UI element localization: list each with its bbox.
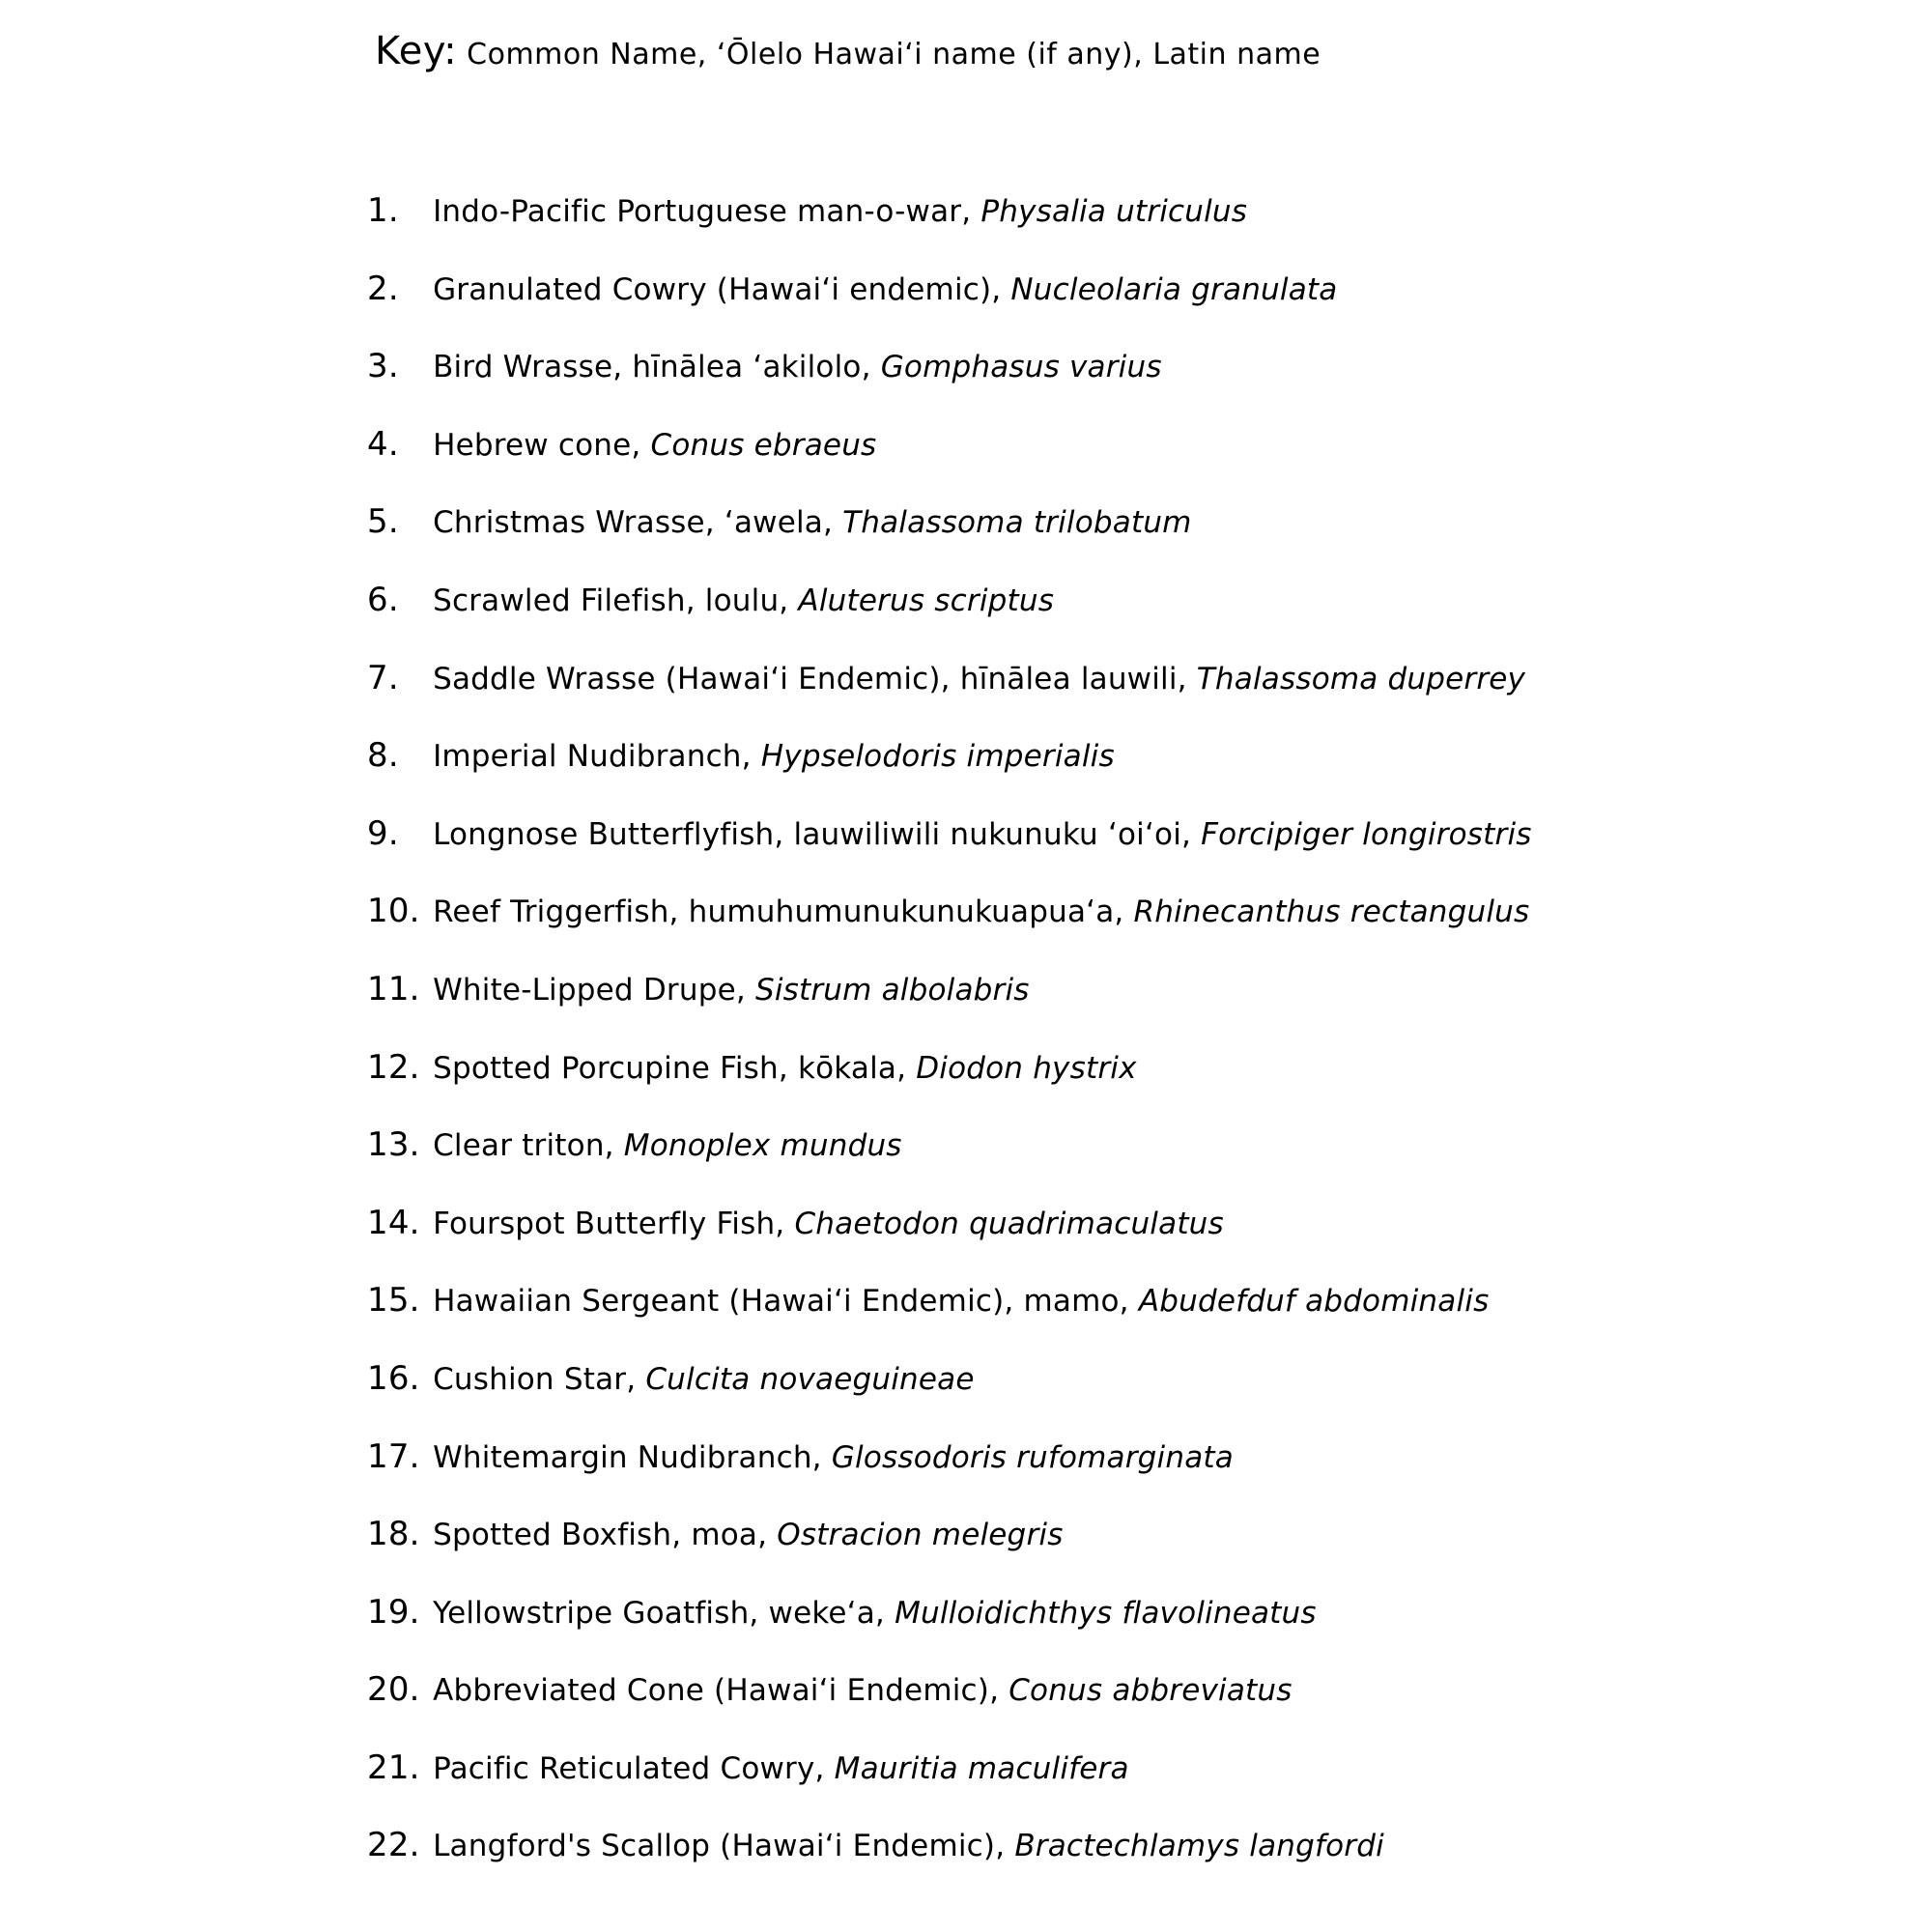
item-latin-name: Gomphasus varius [880,350,1162,385]
key-legend [375,29,1321,73]
item-common-name: Langford's Scallop (Hawaiʻi Endemic), [433,1829,1006,1864]
item-number: 11. [367,969,420,1009]
item-latin-name: Physalia utriculus [980,194,1248,229]
item-latin-name: Thalassoma trilobatum [842,505,1192,541]
item-latin-name: Bractechlamys langfordi [1014,1829,1384,1864]
item-number: 13. [367,1125,420,1165]
item-latin-name: Conus ebraeus [650,427,877,463]
item-common-name: Cushion Star, [433,1361,637,1397]
list-item [367,951,1893,1029]
item-common-name: Abbreviated Cone (Hawaiʻi Endemic), [433,1673,1000,1709]
item-latin-name: Glossodoris rufomarginata [831,1439,1234,1475]
item-latin-name: Diodon hystrix [916,1050,1137,1086]
item-latin-name: Thalassoma duperrey [1196,661,1526,696]
item-common-name: Hebrew cone, [433,427,641,463]
item-common-name: Fourspot Butterfly Fish, [433,1206,785,1241]
list-item [367,561,1893,639]
item-number: 20. [367,1670,420,1710]
item-common-name: Christmas Wrasse, ʻawela, [433,505,834,541]
item-latin-name: Monoplex mundus [623,1128,902,1164]
item-latin-name: Sistrum albolabris [754,972,1030,1008]
item-number: 1. [367,191,399,230]
list-item [367,639,1893,718]
item-common-name: Pacific Reticulated Cowry, [433,1750,825,1786]
list-item [367,1262,1893,1340]
item-number: 22. [367,1826,420,1865]
item-latin-name: Hypselodoris imperialis [760,739,1115,775]
item-number: 19. [367,1592,420,1632]
list-item [367,1574,1893,1652]
list-item [367,1651,1893,1729]
item-number: 2. [367,269,399,308]
item-number: 7. [367,658,399,697]
item-latin-name: Nucleolaria granulata [1010,271,1338,307]
item-latin-name: Chaetodon quadrimaculatus [794,1206,1224,1241]
item-common-name: Yellowstripe Goatfish, wekeʻa, [433,1595,885,1631]
item-number: 6. [367,580,399,619]
item-number: 21. [367,1747,420,1787]
item-common-name: Saddle Wrasse (Hawaiʻi Endemic), hīnālea lauwili, [433,661,1187,696]
list-item [367,1806,1893,1885]
item-number: 17. [367,1436,420,1476]
list-item [367,795,1893,873]
list-item [367,172,1893,250]
item-number: 8. [367,736,399,776]
item-number: 9. [367,813,399,853]
item-common-name: Indo-Pacific Portuguese man-o-war, [433,194,972,229]
item-latin-name: Aluterus scriptus [798,582,1055,618]
item-number: 4. [367,424,399,464]
item-number: 16. [367,1358,420,1398]
item-number: 12. [367,1047,420,1087]
list-item [367,406,1893,484]
item-common-name: Spotted Porcupine Fish, kōkala, [433,1050,907,1086]
item-number: 18. [367,1515,420,1554]
item-common-name: Imperial Nudibranch, [433,739,752,775]
species-list [367,172,1893,1885]
item-latin-name: Mauritia maculifera [834,1750,1129,1786]
item-latin-name: Mulloidichthys flavolineatus [895,1595,1317,1631]
item-latin-name: Abudefduf abdominalis [1138,1284,1490,1320]
key-text: Common Name, ʻŌlelo Hawaiʻi name (if any), Latin name [467,38,1321,71]
item-number: 10. [367,892,420,931]
item-number: 14. [367,1203,420,1242]
list-item [367,717,1893,795]
item-number: 15. [367,1281,420,1321]
item-common-name: Bird Wrasse, hīnālea ʻakilolo, [433,350,871,385]
list-item [367,872,1893,951]
list-item [367,1106,1893,1184]
item-latin-name: Culcita novaeguineae [645,1361,975,1397]
list-item [367,1418,1893,1496]
item-common-name: Scrawled Filefish, loulu, [433,582,789,618]
item-common-name: White-Lipped Drupe, [433,972,746,1008]
list-item [367,327,1893,406]
item-number: 5. [367,502,399,542]
key-label: Key: [375,29,458,73]
list-item [367,1340,1893,1418]
item-latin-name: Rhinecanthus rectangulus [1133,895,1530,930]
item-latin-name: Ostracion melegris [777,1518,1064,1553]
list-item [367,1029,1893,1107]
list-item [367,1184,1893,1263]
list-item [367,1729,1893,1807]
list-item [367,1495,1893,1574]
item-latin-name: Forcipiger longirostris [1201,816,1532,852]
list-item [367,250,1893,328]
item-common-name: Whitemargin Nudibranch, [433,1439,822,1475]
item-common-name: Granulated Cowry (Hawaiʻi endemic), [433,271,1002,307]
item-common-name: Reef Triggerfish, humuhumunukunukuapuaʻa, [433,895,1124,930]
item-common-name: Hawaiian Sergeant (Hawaiʻi Endemic), mamo, [433,1284,1129,1320]
item-latin-name: Conus abbreviatus [1009,1673,1293,1709]
list-item [367,483,1893,561]
item-common-name: Longnose Butterflyfish, lauwiliwili nukunuku ʻoiʻoi, [433,816,1192,852]
item-number: 3. [367,347,399,386]
item-common-name: Spotted Boxfish, moa, [433,1518,768,1553]
item-common-name: Clear triton, [433,1128,614,1164]
